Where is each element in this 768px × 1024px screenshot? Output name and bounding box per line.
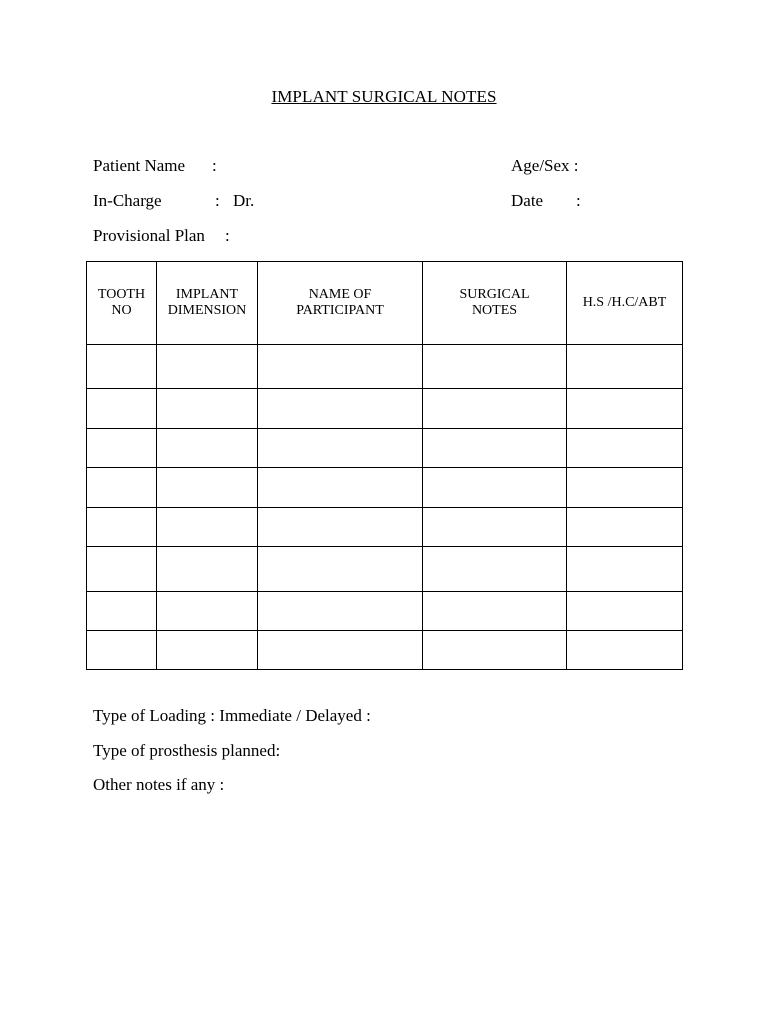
table-cell[interactable] bbox=[87, 468, 157, 508]
table-cell[interactable] bbox=[567, 547, 683, 592]
table-cell[interactable] bbox=[258, 389, 423, 429]
table-cell[interactable] bbox=[258, 468, 423, 508]
table-cell[interactable] bbox=[87, 429, 157, 468]
table-cell[interactable] bbox=[567, 631, 683, 670]
table-cell[interactable] bbox=[258, 592, 423, 631]
table-cell[interactable] bbox=[87, 345, 157, 389]
table-cell[interactable] bbox=[87, 508, 157, 547]
table-header-row bbox=[87, 262, 683, 345]
implant-notes-table bbox=[86, 261, 683, 670]
type-of-prosthesis-text: Type of prosthesis planned: bbox=[93, 741, 281, 760]
table-cell[interactable] bbox=[157, 345, 258, 389]
table-row bbox=[87, 429, 683, 468]
table-cell[interactable] bbox=[157, 631, 258, 670]
header-tooth-no: TOOTH NO bbox=[87, 262, 157, 345]
table-row bbox=[87, 631, 683, 670]
table-cell[interactable] bbox=[157, 429, 258, 468]
patient-name-colon: : bbox=[212, 156, 217, 175]
table-cell[interactable] bbox=[87, 631, 157, 670]
in-charge-colon: : bbox=[215, 191, 220, 210]
table-row bbox=[87, 508, 683, 547]
table-row bbox=[87, 547, 683, 592]
document-title: IMPLANT SURGICAL NOTES bbox=[271, 87, 497, 106]
table-cell[interactable] bbox=[423, 468, 567, 508]
table-cell[interactable] bbox=[423, 508, 567, 547]
table-cell[interactable] bbox=[567, 508, 683, 547]
table-cell[interactable] bbox=[567, 592, 683, 631]
other-notes-text: Other notes if any : bbox=[93, 775, 225, 794]
provisional-plan-colon: : bbox=[225, 226, 230, 245]
patient-name-label: Patient Name bbox=[93, 156, 186, 175]
table-cell[interactable] bbox=[258, 547, 423, 592]
table-row bbox=[87, 592, 683, 631]
in-charge-value: Dr. bbox=[233, 191, 255, 210]
table-cell[interactable] bbox=[423, 345, 567, 389]
table-cell[interactable] bbox=[423, 429, 567, 468]
table-cell[interactable] bbox=[157, 468, 258, 508]
table-cell[interactable] bbox=[87, 547, 157, 592]
table-cell[interactable] bbox=[567, 468, 683, 508]
header-name-of-participant: NAME OF PARTICIPANT bbox=[258, 262, 423, 345]
table-cell[interactable] bbox=[423, 547, 567, 592]
table-cell[interactable] bbox=[258, 429, 423, 468]
table-row bbox=[87, 389, 683, 429]
table-cell[interactable] bbox=[423, 389, 567, 429]
table-cell[interactable] bbox=[423, 592, 567, 631]
table-cell[interactable] bbox=[567, 345, 683, 389]
table-cell[interactable] bbox=[258, 508, 423, 547]
age-sex-label: Age/Sex : bbox=[511, 156, 579, 175]
header-implant-dimension: IMPLANT DIMENSION bbox=[157, 262, 258, 345]
table-row bbox=[87, 345, 683, 389]
date-colon: : bbox=[576, 191, 581, 210]
table-cell[interactable] bbox=[258, 631, 423, 670]
table-cell[interactable] bbox=[157, 508, 258, 547]
table-cell[interactable] bbox=[157, 389, 258, 429]
table-cell[interactable] bbox=[423, 631, 567, 670]
table-cell[interactable] bbox=[157, 592, 258, 631]
table-row bbox=[87, 468, 683, 508]
provisional-plan-label: Provisional Plan bbox=[93, 226, 205, 245]
in-charge-label: In-Charge bbox=[93, 191, 162, 210]
table-cell[interactable] bbox=[87, 592, 157, 631]
table-cell[interactable] bbox=[567, 429, 683, 468]
type-of-loading-text: Type of Loading : Immediate / Delayed : bbox=[93, 706, 371, 725]
header-surgical-notes: SURGICAL NOTES bbox=[423, 262, 567, 345]
header-hs-hc-abt: H.S /H.C/ABT bbox=[567, 262, 683, 345]
table-cell[interactable] bbox=[567, 389, 683, 429]
date-label: Date bbox=[511, 191, 544, 210]
table-cell[interactable] bbox=[87, 389, 157, 429]
table-cell[interactable] bbox=[157, 547, 258, 592]
table-cell[interactable] bbox=[258, 345, 423, 389]
